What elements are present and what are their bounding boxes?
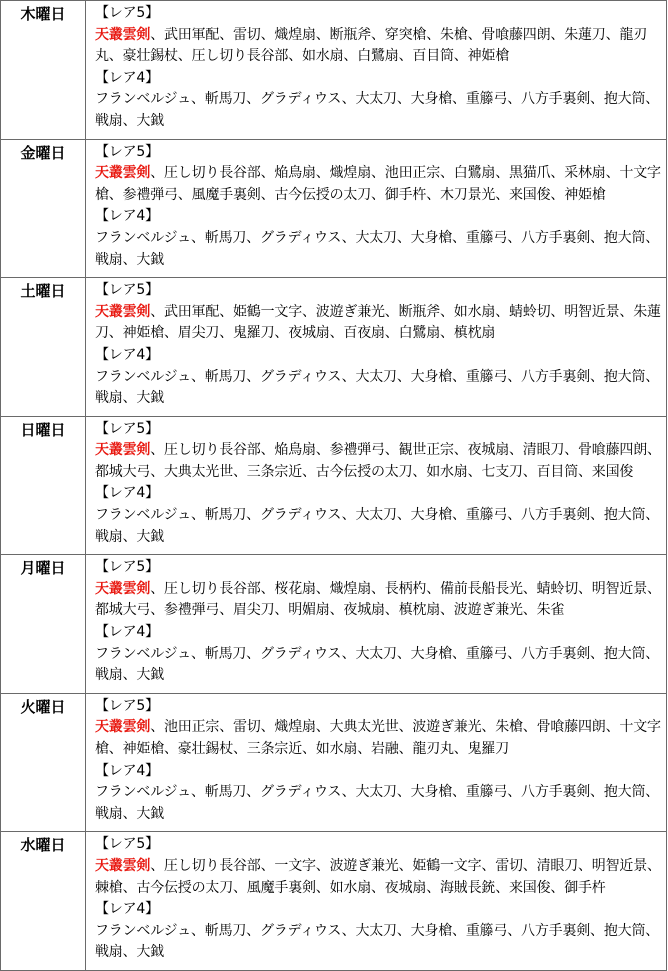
table-row <box>1 555 667 694</box>
rarity5-header: 【レア5】 <box>95 282 159 299</box>
rarity4-header: 【レア4】 <box>95 901 159 918</box>
weapon-list-cell <box>86 1 667 140</box>
weapon-list-cell <box>86 555 667 694</box>
rarity5-list <box>95 440 664 483</box>
rarity4-list: フランベルジュ、斬馬刀、グラディウス、大太刀、大身槍、重籐弓、八方手裏剣、抱大筒、戦扇、大鉞 <box>95 784 660 822</box>
table-row <box>1 1 667 140</box>
rarity4-header: 【レア4】 <box>95 624 159 641</box>
day-label: 水曜日 <box>1 832 86 971</box>
featured-weapon: 天叢雲剣 <box>95 442 151 459</box>
table-row <box>1 832 667 971</box>
featured-weapon: 天叢雲剣 <box>95 26 151 43</box>
day-label: 月曜日 <box>1 555 86 694</box>
rarity5-header: 【レア5】 <box>95 559 159 576</box>
table-row <box>1 416 667 555</box>
rarity4-list: フランベルジュ、斬馬刀、グラディウス、大太刀、大身槍、重籐弓、八方手裏剣、抱大筒、戦扇、大鉞 <box>95 922 660 961</box>
rarity4-header: 【レア4】 <box>95 208 159 225</box>
weapon-list-cell <box>86 278 667 417</box>
day-label: 土曜日 <box>1 278 86 417</box>
day-label: 金曜日 <box>1 139 86 278</box>
rarity4-list: フランベルジュ、斬馬刀、グラディウス、大太刀、大身槍、重籐弓、八方手裏剣、抱大筒、戦扇、大鉞 <box>95 229 660 268</box>
weapon-list-cell <box>86 693 667 832</box>
rarity4-list: フランベルジュ、斬馬刀、グラディウス、大太刀、大身槍、重籐弓、八方手裏剣、抱大筒、戦扇、大鉞 <box>95 507 660 545</box>
rarity5-weapons: 、圧し切り長谷部、桜花扇、熾煌扇、長柄杓、備前長船長光、蜻蛉切、明智近景、都城大弓、参禮弾弓、眉尖刀、明媚扇、夜城扇、槙枕扇、波遊ぎ兼光、朱雀 <box>95 580 661 619</box>
rarity4-header: 【レア4】 <box>95 346 159 363</box>
featured-weapon: 天叢雲剣 <box>95 719 151 736</box>
rarity4-header: 【レア4】 <box>95 69 159 86</box>
day-label: 日曜日 <box>1 416 86 555</box>
rarity5-header: 【レア5】 <box>95 420 159 437</box>
rarity5-weapons: 、武田軍配、姫鶴一文字、波遊ぎ兼光、断瓶斧、如水扇、蜻蛉切、明智近景、朱蓮刀、神姫槍、眉尖刀、鬼羅刀、夜城扇、百夜扇、白鷺扇、槙枕扇 <box>95 303 661 342</box>
rarity5-list <box>95 163 664 206</box>
rarity4-header: 【レア4】 <box>95 485 159 502</box>
featured-weapon: 天叢雲剣 <box>95 303 151 320</box>
rarity5-list <box>95 717 664 760</box>
day-label: 火曜日 <box>1 693 86 832</box>
rarity5-header: 【レア5】 <box>95 5 159 21</box>
weapon-list-cell <box>86 416 667 555</box>
rarity5-list <box>95 302 664 345</box>
rarity5-weapons: 、圧し切り長谷部、焔鳥扇、熾煌扇、池田正宗、白鷺扇、黒猫爪、采林扇、十文字槍、参禮弾弓、風魔手裏剣、古今伝授の太刀、御手杵、木刀景光、来国俊、神姫槍 <box>95 165 661 203</box>
rarity4-header: 【レア4】 <box>95 762 159 779</box>
rarity5-weapons: 、池田正宗、雷切、熾煌扇、大典太光世、波遊ぎ兼光、朱槍、骨喰藤四朗、十文字槍、神姫槍、豪壮錫杖、三条宗近、如水扇、岩融、龍刃丸、鬼羅刀 <box>95 719 661 757</box>
rarity5-list <box>95 856 664 899</box>
table-row <box>1 693 667 832</box>
rarity5-list <box>95 579 664 622</box>
rarity5-header: 【レア5】 <box>95 836 159 853</box>
rarity5-weapons: 、圧し切り長谷部、一文字、波遊ぎ兼光、姫鶴一文字、雷切、清眼刀、明智近景、棘槍、古今伝授の太刀、風魔手裏剣、如水扇、夜城扇、海賊長銃、来国俊、御手杵 <box>95 857 661 896</box>
featured-weapon: 天叢雲剣 <box>95 857 151 874</box>
rarity4-list: フランベルジュ、斬馬刀、グラディウス、大太刀、大身槍、重籐弓、八方手裏剣、抱大筒、戦扇、大鉞 <box>95 91 660 129</box>
rarity5-header: 【レア5】 <box>95 143 159 160</box>
table-row <box>1 139 667 278</box>
weapon-list-cell <box>86 832 667 971</box>
rarity4-list: フランベルジュ、斬馬刀、グラディウス、大太刀、大身槍、重籐弓、八方手裏剣、抱大筒、戦扇、大鉞 <box>95 368 660 407</box>
day-label: 木曜日 <box>1 1 86 140</box>
rarity4-list: フランベルジュ、斬馬刀、グラディウス、大太刀、大身槍、重籐弓、八方手裏剣、抱大筒、戦扇、大鉞 <box>95 645 660 684</box>
rarity5-header: 【レア5】 <box>95 697 159 714</box>
rarity5-weapons: 、武田軍配、雷切、熾煌扇、断瓶斧、穿突槍、朱槍、骨喰藤四朗、朱蓮刀、龍刃丸、豪壮錫杖、圧し切り長谷部、如水扇、白鷺扇、百目筒、神姫槍 <box>95 26 648 65</box>
featured-weapon: 天叢雲剣 <box>95 580 151 597</box>
table-row <box>1 278 667 417</box>
rarity5-weapons: 、圧し切り長谷部、焔鳥扇、参禮弾弓、観世正宗、夜城扇、清眼刀、骨喰藤四朗、都城大弓、大典太光世、三条宗近、古今伝授の太刀、如水扇、七支刀、百目筒、来国俊 <box>95 442 661 480</box>
rarity5-list <box>95 25 664 68</box>
weapon-list-cell <box>86 139 667 278</box>
featured-weapon: 天叢雲剣 <box>95 165 151 182</box>
